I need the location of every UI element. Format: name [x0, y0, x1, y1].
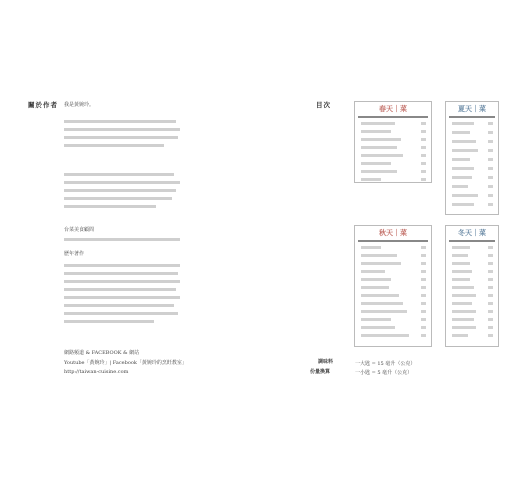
summer-entry-2	[452, 131, 493, 136]
autumn-entry-12	[361, 334, 426, 339]
winter-entry-10	[452, 318, 493, 323]
autumn-divider	[358, 240, 428, 242]
winter-entry-7	[452, 294, 493, 299]
summer-entry-10	[452, 203, 493, 208]
winter-entry-3	[452, 262, 493, 267]
winter-entry-1	[452, 246, 493, 251]
summer-entry-3	[452, 140, 493, 145]
autumn-entry-3	[361, 262, 426, 267]
winter-entry-4	[452, 270, 493, 275]
summer-entry-4	[452, 149, 493, 154]
spring-title: 春天｜菜	[379, 104, 407, 113]
measure-line-1: 一大匙 = 15 毫升（公克）	[355, 361, 416, 367]
spring-entry-4	[361, 146, 426, 151]
spring-section	[354, 101, 432, 183]
bio-paragraph-1	[64, 120, 182, 152]
summer-section	[445, 101, 499, 215]
links-text-2: http://taiwan-cuisine.com	[64, 369, 129, 375]
summer-divider	[449, 116, 495, 118]
summer-entry-9	[452, 194, 493, 199]
winter-entry-11	[452, 326, 493, 331]
winter-entry-6	[452, 286, 493, 291]
autumn-entry-7	[361, 294, 426, 299]
summer-entry-5	[452, 158, 493, 163]
links-text-1: Youtube「黃婉玲」| Facebook「黃婉玲的烹飪教室」	[64, 360, 187, 366]
spring-entry-2	[361, 130, 426, 135]
shop-consultant-text	[64, 238, 182, 246]
winter-entry-5	[452, 278, 493, 283]
autumn-entry-5	[361, 278, 426, 283]
about-author-label: 關於作者	[28, 101, 58, 109]
measure-label: 份量換算	[310, 369, 331, 375]
summer-title: 夏天｜菜	[458, 104, 486, 113]
winter-entry-12	[452, 334, 493, 339]
spring-entry-8	[361, 178, 426, 183]
spring-entry-3	[361, 138, 426, 143]
section-links: 網路頻道 & FACEBOOK & 網站	[64, 350, 140, 356]
winter-divider	[449, 240, 495, 242]
spring-entry-1	[361, 122, 426, 127]
summer-entry-6	[452, 167, 493, 172]
winter-title: 冬天｜菜	[458, 228, 486, 237]
spring-entry-7	[361, 170, 426, 175]
autumn-entry-11	[361, 326, 426, 331]
winter-entry-9	[452, 310, 493, 315]
spring-entry-5	[361, 154, 426, 159]
toc-label: 目次	[316, 101, 331, 109]
seasoning-label: 調味料	[318, 359, 334, 365]
winter-entry-2	[452, 254, 493, 259]
intro-line: 我是黃婉玲。	[64, 102, 95, 108]
section-works: 歷年著作	[64, 251, 85, 257]
summer-entry-1	[452, 122, 493, 127]
works-list	[64, 264, 182, 328]
spring-divider	[358, 116, 428, 118]
winter-entry-8	[452, 302, 493, 307]
autumn-entry-9	[361, 310, 426, 315]
bio-paragraph-2	[64, 173, 182, 213]
autumn-entry-4	[361, 270, 426, 275]
autumn-entry-10	[361, 318, 426, 323]
measure-line-2: 一小匙 = 5 毫升（公克）	[355, 370, 413, 376]
autumn-entry-6	[361, 286, 426, 291]
autumn-entry-1	[361, 246, 426, 251]
section-shop-consultant: 台菜美食顧問	[64, 227, 95, 233]
summer-entry-8	[452, 185, 493, 190]
autumn-entry-8	[361, 302, 426, 307]
winter-section	[445, 225, 499, 347]
autumn-title: 秋天｜菜	[379, 228, 407, 237]
autumn-section	[354, 225, 432, 347]
autumn-entry-2	[361, 254, 426, 259]
spring-entry-6	[361, 162, 426, 167]
summer-entry-7	[452, 176, 493, 181]
